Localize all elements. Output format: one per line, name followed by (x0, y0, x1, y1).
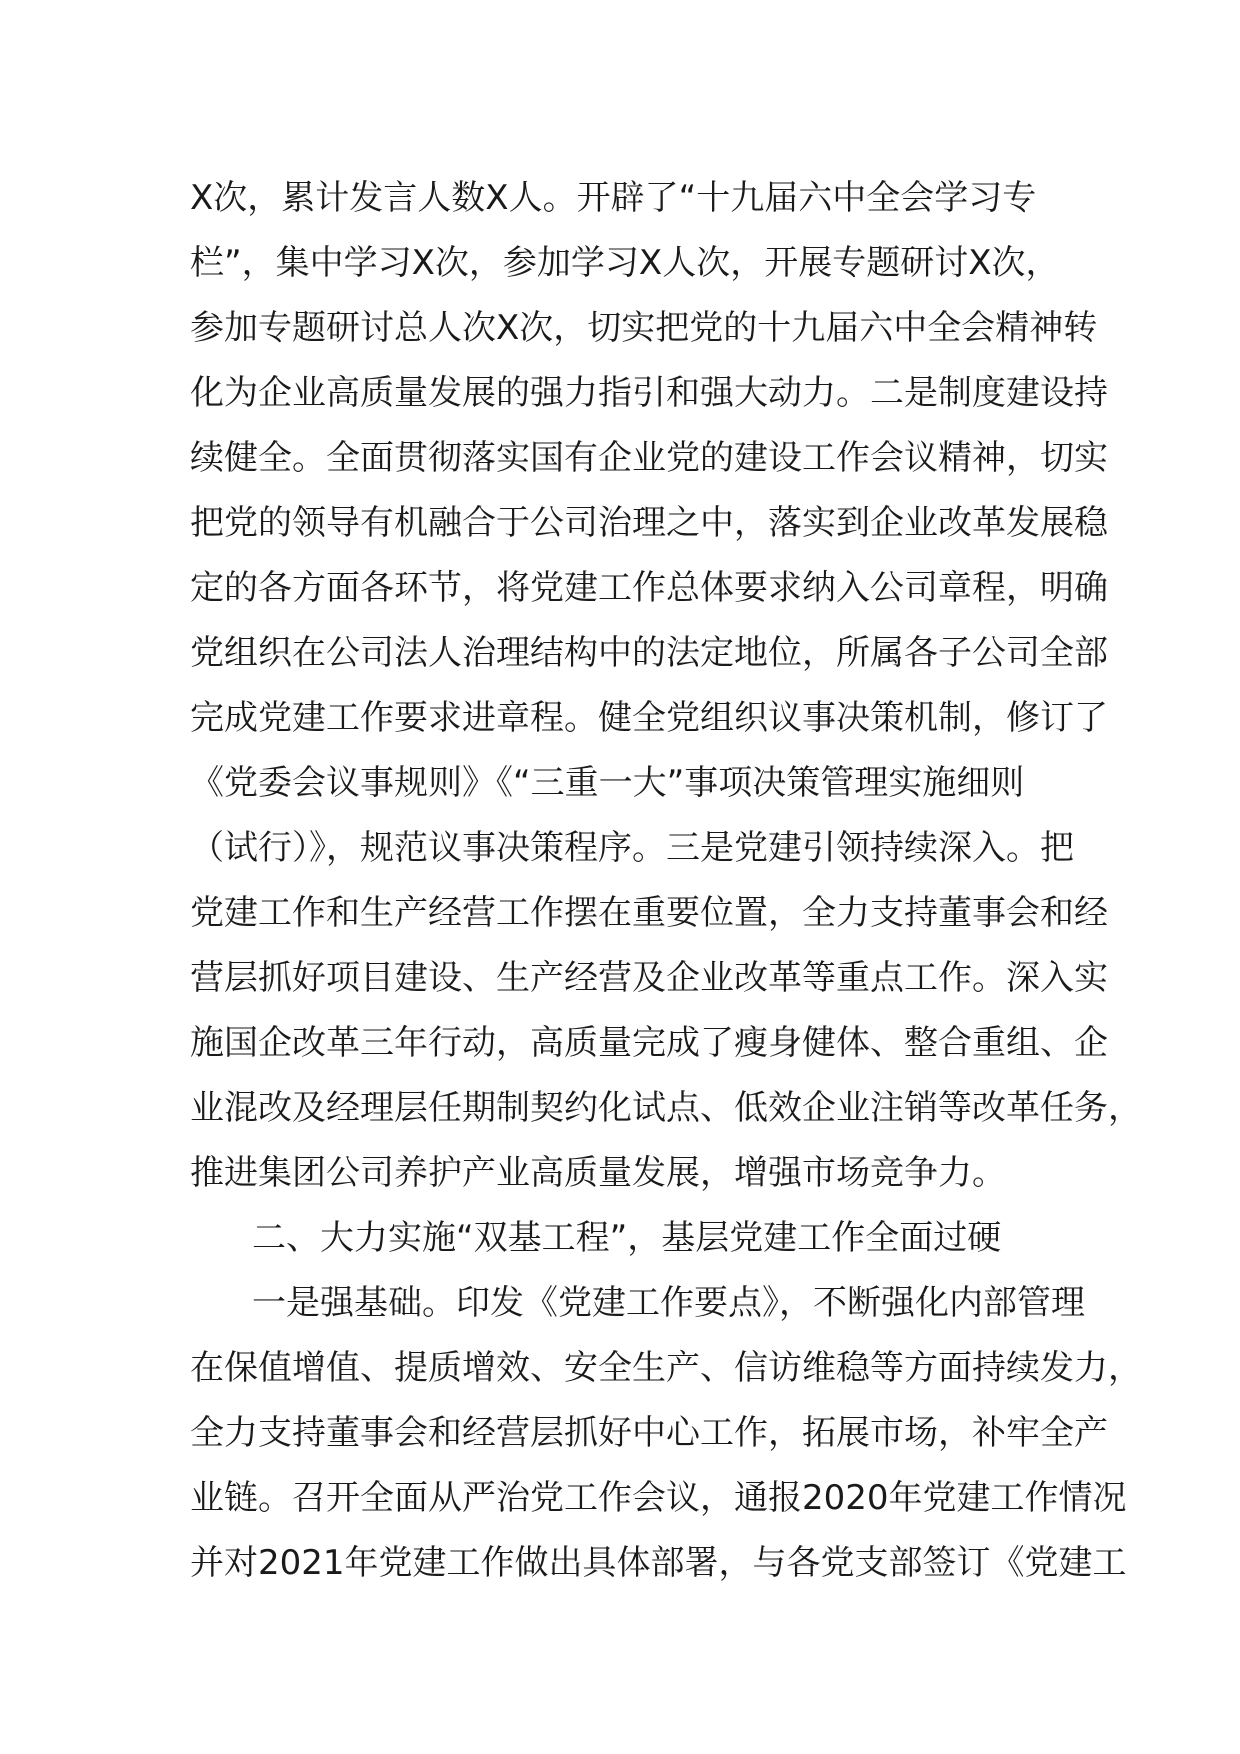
body-line: 栏”，集中学习X次，参加学习X人次，开展专题研讨X次， (190, 243, 1060, 283)
body-line: 营层抓好项目建设、生产经营及企业改革等重点工作。深入实 (190, 958, 1108, 998)
body-line: （试行）》，规范议事决策程序。三是党建引领持续深入。把 (190, 828, 1074, 868)
body-line: 推进集团公司养护产业高质量发展，增强市场竞争力。 (190, 1153, 1006, 1193)
body-line: 并对2021年党建工作做出具体部署，与各党支部签订《党建工 (190, 1543, 1127, 1583)
document-body (190, 166, 1142, 1596)
paragraph-first-line: 一是强基础。印发《党建工作要点》，不断强化内部管理 (252, 1283, 1085, 1323)
section-heading: 二、大力实施“双基工程”，基层党建工作全面过硬 (252, 1218, 1002, 1258)
body-line: 定的各方面各环节，将党建工作总体要求纳入公司章程，明确 (190, 568, 1108, 608)
body-line: 化为企业高质量发展的强力指引和强大动力。二是制度建设持 (190, 373, 1108, 413)
body-line: 党组织在公司法人治理结构中的法定地位，所属各子公司全部 (190, 633, 1108, 673)
body-line: 党建工作和生产经营工作摆在重要位置，全力支持董事会和经 (190, 893, 1108, 933)
body-line: 《党委会议事规则》《“三重一大”事项决策管理实施细则 (190, 763, 1025, 803)
body-line: 全力支持董事会和经营层抓好中心工作，拓展市场，补牢全产 (190, 1413, 1108, 1453)
body-line: 完成党建工作要求进章程。健全党组织议事决策机制，修订了 (190, 698, 1108, 738)
body-line: 参加专题研讨总人次X次，切实把党的十九届六中全会精神转 (190, 308, 1098, 348)
body-line: 把党的领导有机融合于公司治理之中，落实到企业改革发展稳 (190, 503, 1108, 543)
body-line: 业链。召开全面从严治党工作会议，通报2020年党建工作情况 (190, 1478, 1127, 1518)
body-line: X次，累计发言人数X人。开辟了“十九届六中全会学习专 (190, 178, 1037, 218)
body-line: 业混改及经理层任期制契约化试点、低效企业注销等改革任务， (190, 1088, 1142, 1128)
body-line: 在保值增值、提质增效、安全生产、信访维稳等方面持续发力， (190, 1348, 1142, 1388)
body-line: 续健全。全面贯彻落实国有企业党的建设工作会议精神，切实 (190, 438, 1108, 478)
body-line: 施国企改革三年行动，高质量完成了瘦身健体、整合重组、企 (190, 1023, 1108, 1063)
